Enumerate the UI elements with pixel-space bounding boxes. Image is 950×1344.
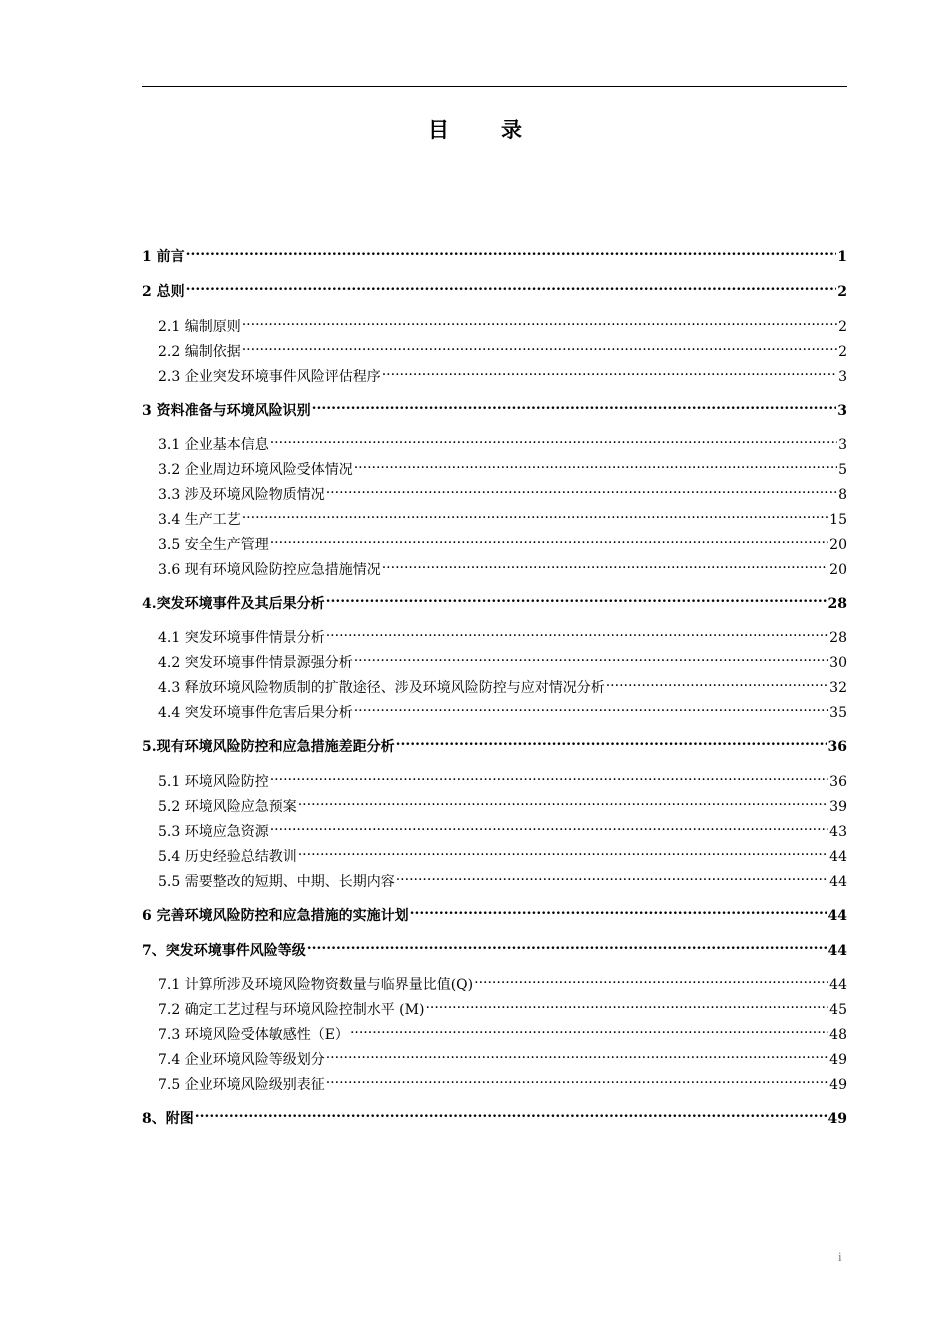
title-char-2: 录 — [501, 117, 522, 142]
toc-section-entry[interactable] — [158, 841, 847, 865]
toc-dot-leader — [326, 1069, 828, 1089]
toc-chapter-entry[interactable] — [142, 1103, 847, 1127]
toc-dot-leader — [606, 672, 828, 692]
title-char-1: 目 — [428, 117, 449, 142]
toc-section-entry[interactable] — [158, 336, 847, 360]
toc-entry-page: 28 — [829, 630, 847, 646]
toc-entry-label: 4.4 突发环境事件危害后果分析 — [158, 705, 353, 721]
toc-dot-leader — [270, 429, 837, 449]
toc-chapter-entry[interactable] — [142, 588, 847, 612]
toc-entry-label: 4.3 释放环境风险物质制的扩散途径、涉及环境风险防控与应对情况分析 — [158, 680, 605, 696]
toc-entry-label: 5.现有环境风险防控和应急措施差距分析 — [142, 739, 395, 755]
toc-entry-label: 5.3 环境应急资源 — [158, 824, 269, 840]
toc-dot-leader — [382, 554, 828, 574]
toc-entry-page: 36 — [829, 774, 847, 790]
toc-entry-label: 7.2 确定工艺过程与环境风险控制水平 (M) — [158, 1002, 425, 1018]
toc-entry-label: 3.6 现有环境风险防控应急措施情况 — [158, 562, 381, 578]
toc-entry-label: 3.3 涉及环境风险物质情况 — [158, 487, 325, 503]
toc-chapter-entry[interactable] — [142, 900, 847, 924]
toc-section-entry[interactable] — [158, 361, 847, 385]
toc-entry-label: 7.3 环境风险受体敏感性（E） — [158, 1027, 349, 1043]
toc-entry-page: 44 — [829, 977, 847, 993]
toc-entry-label: 5.5 需要整改的短期、中期、长期内容 — [158, 874, 395, 890]
toc-entry-label: 3.4 生产工艺 — [158, 512, 241, 528]
toc-section-entry[interactable] — [158, 791, 847, 815]
toc-entry-page: 32 — [829, 680, 847, 696]
toc-dot-leader — [326, 622, 828, 642]
toc-entry-label: 5.2 环境风险应急预案 — [158, 799, 297, 815]
toc-section-entry[interactable] — [158, 697, 847, 721]
toc-entry-page: 49 — [829, 1052, 847, 1068]
toc-entry-page: 43 — [829, 824, 847, 840]
toc-dot-leader — [186, 276, 837, 296]
toc-section-entry[interactable] — [158, 554, 847, 578]
toc-section-entry[interactable] — [158, 1019, 847, 1043]
toc-entry-page: 20 — [829, 537, 847, 553]
toc-dot-leader — [270, 529, 828, 549]
toc-chapter-entry[interactable] — [142, 935, 847, 959]
toc-entry-page: 44 — [827, 943, 847, 959]
toc-entry-label: 7、突发环境事件风险等级 — [142, 943, 306, 959]
toc-dot-leader — [242, 336, 837, 356]
page-number: i — [838, 1249, 842, 1264]
toc-dot-leader — [298, 791, 828, 811]
toc-entry-label: 4.1 突发环境事件情景分析 — [158, 630, 325, 646]
toc-entry-page: 44 — [827, 908, 847, 924]
toc-entry-label: 2.3 企业突发环境事件风险评估程序 — [158, 369, 381, 385]
toc-dot-leader — [474, 969, 828, 989]
toc-section-entry[interactable] — [158, 766, 847, 790]
toc-chapter-entry[interactable] — [142, 731, 847, 755]
toc-entry-page: 8 — [838, 487, 847, 503]
toc-dot-leader — [425, 994, 828, 1014]
toc-dot-leader — [396, 866, 828, 886]
toc-section-entry[interactable] — [158, 622, 847, 646]
toc-entry-page: 15 — [829, 512, 847, 528]
toc-entry-label: 7.4 企业环境风险等级划分 — [158, 1052, 325, 1068]
toc-entry-label: 2.1 编制原则 — [158, 319, 241, 335]
toc-entry-label: 2 总则 — [142, 284, 185, 300]
toc-entry-page: 36 — [827, 739, 847, 755]
toc-entry-page: 44 — [829, 874, 847, 890]
toc-dot-leader — [326, 1044, 828, 1064]
toc-dot-leader — [195, 1103, 827, 1123]
toc-dot-leader — [410, 900, 827, 920]
toc-entry-label: 5.1 环境风险防控 — [158, 774, 269, 790]
toc-entry-label: 7.1 计算所涉及环境风险物资数量与临界量比值(Q) — [158, 977, 474, 993]
toc-entry-page: 3 — [837, 403, 847, 419]
toc-section-entry[interactable] — [158, 994, 847, 1018]
toc-section-entry[interactable] — [158, 866, 847, 890]
toc-entry-label: 1 前言 — [142, 249, 185, 265]
toc-section-entry[interactable] — [158, 529, 847, 553]
toc-dot-leader — [326, 588, 827, 608]
toc-section-entry[interactable] — [158, 311, 847, 335]
toc-section-entry[interactable] — [158, 1069, 847, 1093]
toc-entry-label: 8、附图 — [142, 1111, 194, 1127]
toc-dot-leader — [270, 816, 828, 836]
toc-entry-page: 48 — [829, 1027, 847, 1043]
toc-section-entry[interactable] — [158, 672, 847, 696]
toc-entry-page: 3 — [838, 437, 847, 453]
toc-entry-page: 49 — [827, 1111, 847, 1127]
toc-entry-page: 44 — [829, 849, 847, 865]
toc-dot-leader — [396, 731, 827, 751]
toc-entry-page: 39 — [829, 799, 847, 815]
toc-entry-page: 49 — [829, 1077, 847, 1093]
toc-entry-page: 20 — [829, 562, 847, 578]
toc-section-entry[interactable] — [158, 816, 847, 840]
toc-section-entry[interactable] — [158, 504, 847, 528]
toc-entry-page: 2 — [838, 344, 847, 360]
toc-dot-leader — [307, 935, 827, 955]
toc-section-entry[interactable] — [158, 429, 847, 453]
toc-dot-leader — [312, 395, 837, 415]
toc-dot-leader — [298, 841, 828, 861]
toc-dot-leader — [354, 647, 828, 667]
toc-dot-leader — [382, 361, 837, 381]
toc-section-entry[interactable] — [158, 647, 847, 671]
toc-entry-page: 3 — [838, 369, 847, 385]
toc-dot-leader — [242, 311, 837, 331]
toc-entry-page: 1 — [837, 249, 847, 265]
toc-entry-label: 5.4 历史经验总结教训 — [158, 849, 297, 865]
toc-entry-page: 5 — [838, 462, 847, 478]
toc-entry-label: 6 完善环境风险防控和应急措施的实施计划 — [142, 908, 409, 924]
toc-entry-page: 30 — [829, 655, 847, 671]
toc-dot-leader — [326, 479, 837, 499]
toc-dot-leader — [354, 697, 828, 717]
toc-section-entry[interactable] — [158, 454, 847, 478]
toc-entry-page: 2 — [837, 284, 847, 300]
toc-entry-page: 28 — [827, 596, 847, 612]
toc-section-entry[interactable] — [158, 1044, 847, 1068]
page-title — [0, 116, 950, 144]
toc-dot-leader — [242, 504, 828, 524]
toc-chapter-entry[interactable] — [142, 241, 847, 265]
toc-dot-leader — [354, 454, 837, 474]
toc-dot-leader — [186, 241, 837, 261]
header-rule — [142, 86, 847, 87]
toc-chapter-entry[interactable] — [142, 395, 847, 419]
toc-entry-label: 2.2 编制依据 — [158, 344, 241, 360]
toc-dot-leader — [270, 766, 828, 786]
toc-entry-label: 3.1 企业基本信息 — [158, 437, 269, 453]
toc-section-entry[interactable] — [158, 969, 847, 993]
toc-section-entry[interactable] — [158, 479, 847, 503]
toc-chapter-entry[interactable] — [142, 276, 847, 300]
toc-entry-label: 3.5 安全生产管理 — [158, 537, 269, 553]
toc-entry-page: 2 — [838, 319, 847, 335]
toc-entry-page: 35 — [829, 705, 847, 721]
toc-entry-page: 45 — [829, 1002, 847, 1018]
toc-entry-label: 7.5 企业环境风险级别表征 — [158, 1077, 325, 1093]
toc-entry-label: 4.2 突发环境事件情景源强分析 — [158, 655, 353, 671]
toc-entry-label: 3 资料准备与环境风险识别 — [142, 403, 311, 419]
toc-entry-label: 4.突发环境事件及其后果分析 — [142, 596, 325, 612]
toc-dot-leader — [350, 1019, 828, 1039]
toc-entry-label: 3.2 企业周边环境风险受体情况 — [158, 462, 353, 478]
